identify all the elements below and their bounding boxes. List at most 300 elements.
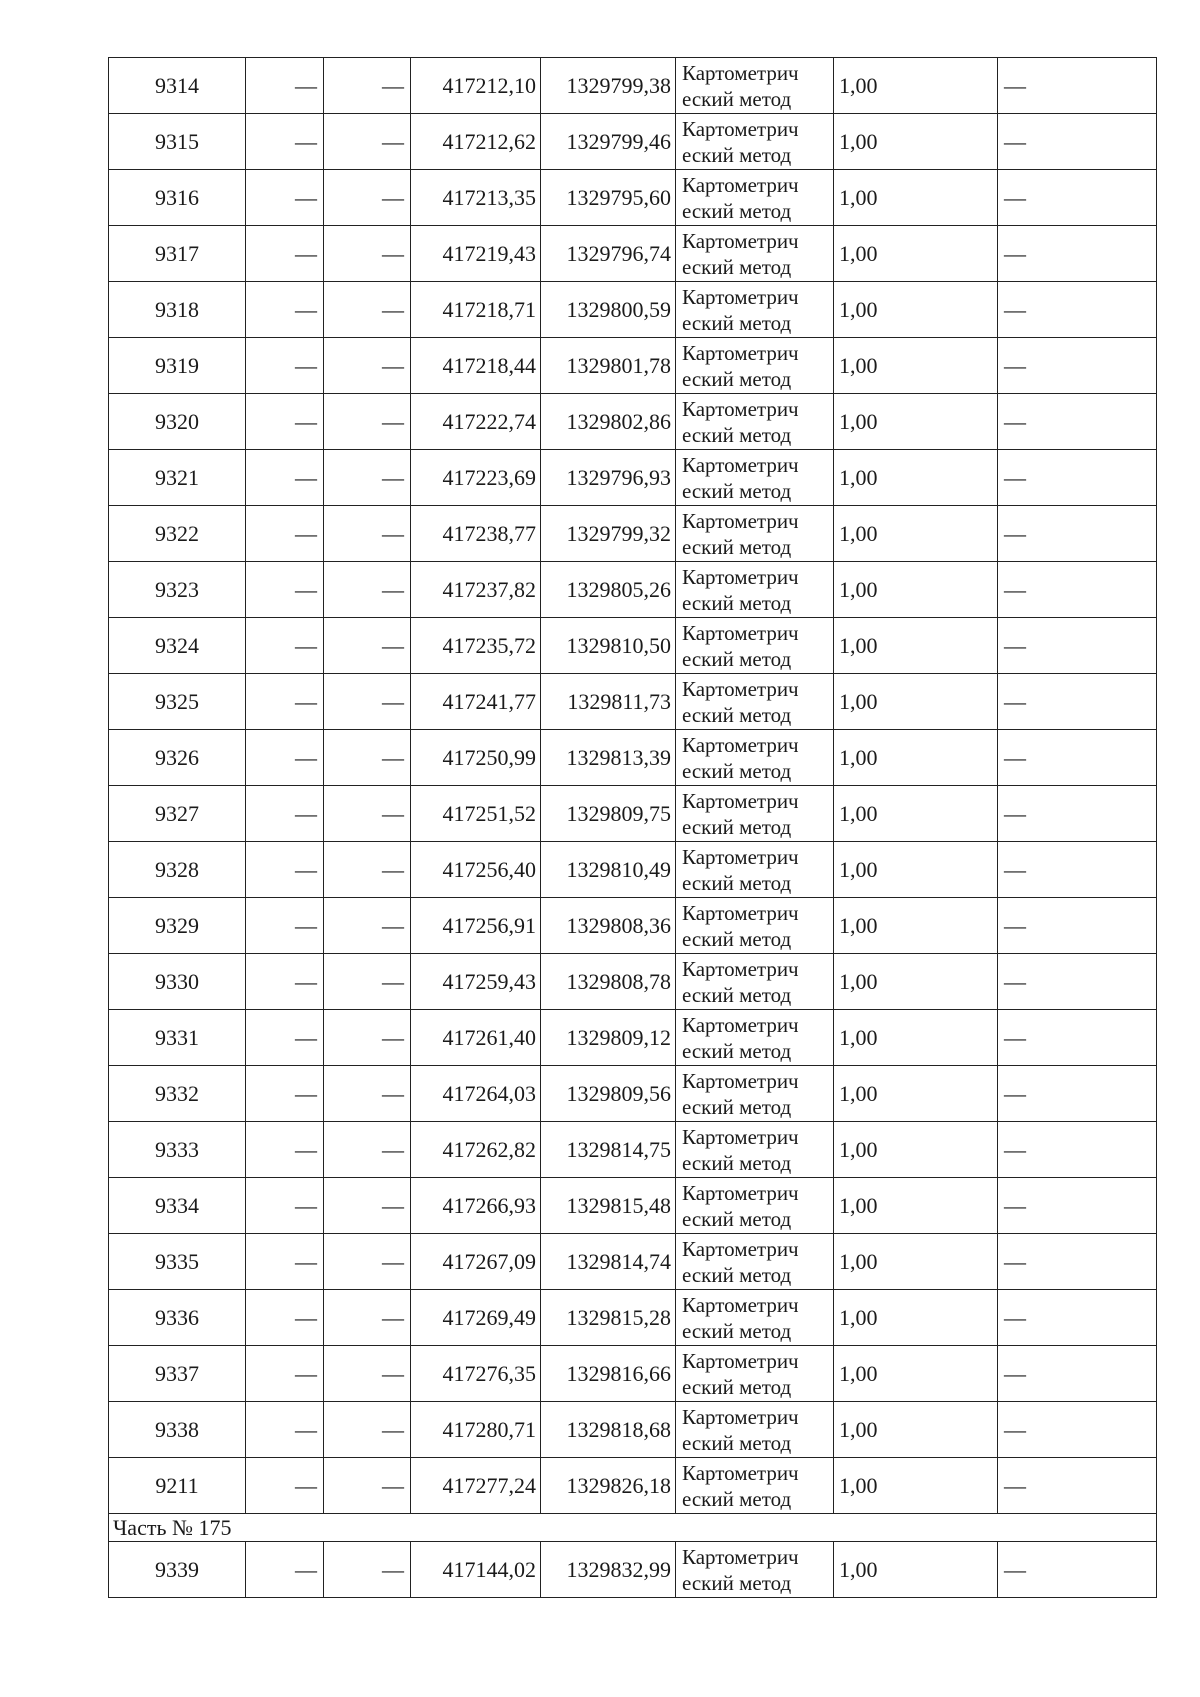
- table-row: [109, 954, 1157, 1010]
- y-coordinate-cell: 1329810,49: [541, 842, 676, 898]
- coordinates-table-body: [109, 58, 1157, 1598]
- accuracy-cell: 1,00: [834, 226, 998, 282]
- x-coordinate-cell: 417269,49: [411, 1290, 541, 1346]
- x-coordinate-cell: 417256,40: [411, 842, 541, 898]
- description-cell: —: [998, 730, 1157, 786]
- y-coordinate-cell: 1329809,75: [541, 786, 676, 842]
- method-cell: [676, 1178, 834, 1234]
- table-row: [109, 1542, 1157, 1598]
- point-number-cell: 9321: [109, 450, 246, 506]
- table-row: [109, 58, 1157, 114]
- method-line-2: еский метод: [682, 758, 792, 783]
- accuracy-cell: 1,00: [834, 1234, 998, 1290]
- empty-dash-cell: —: [246, 674, 324, 730]
- description-cell: —: [998, 1066, 1157, 1122]
- y-coordinate-cell: 1329795,60: [541, 170, 676, 226]
- method-line-1: Картометрич: [682, 1544, 799, 1569]
- point-number-cell: 9325: [109, 674, 246, 730]
- method-cell: [676, 450, 834, 506]
- method-cell: [676, 338, 834, 394]
- method-line-2: еский метод: [682, 366, 792, 391]
- x-coordinate-cell: 417222,74: [411, 394, 541, 450]
- empty-dash-cell: —: [324, 898, 411, 954]
- method-line-1: Картометрич: [682, 564, 799, 589]
- point-number-cell: 9337: [109, 1346, 246, 1402]
- table-row: [109, 114, 1157, 170]
- description-cell: —: [998, 842, 1157, 898]
- method-line-1: Картометрич: [682, 620, 799, 645]
- empty-dash-cell: —: [246, 1402, 324, 1458]
- accuracy-cell: 1,00: [834, 506, 998, 562]
- description-cell: —: [998, 282, 1157, 338]
- method-line-1: Картометрич: [682, 228, 799, 253]
- description-cell: —: [998, 954, 1157, 1010]
- description-cell: —: [998, 618, 1157, 674]
- accuracy-cell: 1,00: [834, 450, 998, 506]
- empty-dash-cell: —: [246, 170, 324, 226]
- empty-dash-cell: —: [246, 1346, 324, 1402]
- accuracy-cell: 1,00: [834, 394, 998, 450]
- method-cell: [676, 1234, 834, 1290]
- empty-dash-cell: —: [324, 1122, 411, 1178]
- method-line-2: еский метод: [682, 702, 792, 727]
- method-cell: [676, 842, 834, 898]
- accuracy-cell: 1,00: [834, 562, 998, 618]
- y-coordinate-cell: 1329814,75: [541, 1122, 676, 1178]
- x-coordinate-cell: 417223,69: [411, 450, 541, 506]
- empty-dash-cell: —: [324, 1290, 411, 1346]
- description-cell: —: [998, 1402, 1157, 1458]
- x-coordinate-cell: 417235,72: [411, 618, 541, 674]
- method-line-1: Картометрич: [682, 732, 799, 757]
- empty-dash-cell: —: [324, 1010, 411, 1066]
- table-row: [109, 506, 1157, 562]
- point-number-cell: 9327: [109, 786, 246, 842]
- y-coordinate-cell: 1329832,99: [541, 1542, 676, 1598]
- method-cell: [676, 114, 834, 170]
- method-line-2: еский метод: [682, 1262, 792, 1287]
- accuracy-cell: 1,00: [834, 1402, 998, 1458]
- method-cell: [676, 170, 834, 226]
- empty-dash-cell: —: [246, 1122, 324, 1178]
- y-coordinate-cell: 1329796,93: [541, 450, 676, 506]
- method-line-2: еский метод: [682, 478, 792, 503]
- y-coordinate-cell: 1329799,32: [541, 506, 676, 562]
- method-cell: [676, 674, 834, 730]
- method-cell: [676, 898, 834, 954]
- section-row: [109, 1514, 1157, 1542]
- accuracy-cell: 1,00: [834, 730, 998, 786]
- x-coordinate-cell: 417264,03: [411, 1066, 541, 1122]
- point-number-cell: 9338: [109, 1402, 246, 1458]
- method-cell: [676, 1542, 834, 1598]
- point-number-cell: 9316: [109, 170, 246, 226]
- method-line-2: еский метод: [682, 1094, 792, 1119]
- y-coordinate-cell: 1329800,59: [541, 282, 676, 338]
- y-coordinate-cell: 1329799,46: [541, 114, 676, 170]
- description-cell: —: [998, 674, 1157, 730]
- empty-dash-cell: —: [324, 226, 411, 282]
- empty-dash-cell: —: [324, 730, 411, 786]
- y-coordinate-cell: 1329796,74: [541, 226, 676, 282]
- point-number-cell: 9332: [109, 1066, 246, 1122]
- method-line-1: Картометрич: [682, 956, 799, 981]
- method-line-2: еский метод: [682, 926, 792, 951]
- method-line-2: еский метод: [682, 1374, 792, 1399]
- method-cell: [676, 1402, 834, 1458]
- point-number-cell: 9320: [109, 394, 246, 450]
- method-line-2: еский метод: [682, 310, 792, 335]
- method-line-2: еский метод: [682, 1570, 792, 1595]
- point-number-cell: 9318: [109, 282, 246, 338]
- x-coordinate-cell: 417251,52: [411, 786, 541, 842]
- point-number-cell: 9314: [109, 58, 246, 114]
- table-row: [109, 1290, 1157, 1346]
- table-row: [109, 674, 1157, 730]
- x-coordinate-cell: 417276,35: [411, 1346, 541, 1402]
- y-coordinate-cell: 1329816,66: [541, 1346, 676, 1402]
- accuracy-cell: 1,00: [834, 898, 998, 954]
- empty-dash-cell: —: [246, 1458, 324, 1514]
- table-row: [109, 450, 1157, 506]
- point-number-cell: 9334: [109, 1178, 246, 1234]
- point-number-cell: 9323: [109, 562, 246, 618]
- y-coordinate-cell: 1329815,48: [541, 1178, 676, 1234]
- accuracy-cell: 1,00: [834, 1542, 998, 1598]
- description-cell: —: [998, 898, 1157, 954]
- method-cell: [676, 1066, 834, 1122]
- method-line-2: еский метод: [682, 534, 792, 559]
- method-line-2: еский метод: [682, 646, 792, 671]
- method-line-2: еский метод: [682, 1486, 792, 1511]
- table-row: [109, 226, 1157, 282]
- method-line-1: Картометрич: [682, 1348, 799, 1373]
- point-number-cell: 9339: [109, 1542, 246, 1598]
- x-coordinate-cell: 417241,77: [411, 674, 541, 730]
- empty-dash-cell: —: [324, 114, 411, 170]
- method-cell: [676, 730, 834, 786]
- empty-dash-cell: —: [246, 954, 324, 1010]
- description-cell: —: [998, 506, 1157, 562]
- empty-dash-cell: —: [246, 282, 324, 338]
- table-row: [109, 618, 1157, 674]
- y-coordinate-cell: 1329814,74: [541, 1234, 676, 1290]
- accuracy-cell: 1,00: [834, 282, 998, 338]
- y-coordinate-cell: 1329818,68: [541, 1402, 676, 1458]
- method-line-2: еский метод: [682, 1038, 792, 1063]
- table-row: [109, 842, 1157, 898]
- description-cell: —: [998, 170, 1157, 226]
- point-number-cell: 9324: [109, 618, 246, 674]
- table-row: [109, 1178, 1157, 1234]
- accuracy-cell: 1,00: [834, 1290, 998, 1346]
- x-coordinate-cell: 417212,10: [411, 58, 541, 114]
- x-coordinate-cell: 417237,82: [411, 562, 541, 618]
- table-row: [109, 562, 1157, 618]
- description-cell: —: [998, 1010, 1157, 1066]
- x-coordinate-cell: 417218,44: [411, 338, 541, 394]
- y-coordinate-cell: 1329809,56: [541, 1066, 676, 1122]
- method-line-2: еский метод: [682, 198, 792, 223]
- description-cell: —: [998, 1346, 1157, 1402]
- table-row: [109, 338, 1157, 394]
- method-cell: [676, 226, 834, 282]
- method-line-1: Картометрич: [682, 116, 799, 141]
- table-row: [109, 786, 1157, 842]
- point-number-cell: 9329: [109, 898, 246, 954]
- description-cell: —: [998, 450, 1157, 506]
- x-coordinate-cell: 417256,91: [411, 898, 541, 954]
- empty-dash-cell: —: [246, 450, 324, 506]
- point-number-cell: 9328: [109, 842, 246, 898]
- method-line-1: Картометрич: [682, 1460, 799, 1485]
- method-line-1: Картометрич: [682, 900, 799, 925]
- accuracy-cell: 1,00: [834, 1010, 998, 1066]
- description-cell: —: [998, 1178, 1157, 1234]
- empty-dash-cell: —: [324, 170, 411, 226]
- description-cell: —: [998, 114, 1157, 170]
- accuracy-cell: 1,00: [834, 786, 998, 842]
- empty-dash-cell: —: [246, 898, 324, 954]
- accuracy-cell: 1,00: [834, 954, 998, 1010]
- table-row: [109, 1234, 1157, 1290]
- point-number-cell: 9333: [109, 1122, 246, 1178]
- empty-dash-cell: —: [324, 674, 411, 730]
- point-number-cell: 9211: [109, 1458, 246, 1514]
- empty-dash-cell: —: [324, 842, 411, 898]
- y-coordinate-cell: 1329810,50: [541, 618, 676, 674]
- accuracy-cell: 1,00: [834, 170, 998, 226]
- table-row: [109, 394, 1157, 450]
- empty-dash-cell: —: [246, 1234, 324, 1290]
- empty-dash-cell: —: [324, 786, 411, 842]
- empty-dash-cell: —: [246, 1178, 324, 1234]
- coordinates-table-container: [108, 57, 1156, 1598]
- x-coordinate-cell: 417212,62: [411, 114, 541, 170]
- y-coordinate-cell: 1329805,26: [541, 562, 676, 618]
- x-coordinate-cell: 417250,99: [411, 730, 541, 786]
- method-cell: [676, 954, 834, 1010]
- x-coordinate-cell: 417238,77: [411, 506, 541, 562]
- empty-dash-cell: —: [324, 1402, 411, 1458]
- description-cell: —: [998, 226, 1157, 282]
- description-cell: —: [998, 1122, 1157, 1178]
- description-cell: —: [998, 562, 1157, 618]
- method-line-2: еский метод: [682, 1150, 792, 1175]
- description-cell: —: [998, 786, 1157, 842]
- method-cell: [676, 1290, 834, 1346]
- point-number-cell: 9326: [109, 730, 246, 786]
- description-cell: —: [998, 1458, 1157, 1514]
- empty-dash-cell: —: [324, 506, 411, 562]
- method-cell: [676, 618, 834, 674]
- method-line-2: еский метод: [682, 1318, 792, 1343]
- method-line-2: еский метод: [682, 254, 792, 279]
- method-cell: [676, 1346, 834, 1402]
- point-number-cell: 9331: [109, 1010, 246, 1066]
- method-cell: [676, 1122, 834, 1178]
- empty-dash-cell: —: [246, 1066, 324, 1122]
- table-row: [109, 730, 1157, 786]
- method-line-1: Картометрич: [682, 1236, 799, 1261]
- empty-dash-cell: —: [324, 1346, 411, 1402]
- x-coordinate-cell: 417267,09: [411, 1234, 541, 1290]
- point-number-cell: 9317: [109, 226, 246, 282]
- method-line-2: еский метод: [682, 982, 792, 1007]
- accuracy-cell: 1,00: [834, 1178, 998, 1234]
- accuracy-cell: 1,00: [834, 842, 998, 898]
- method-line-2: еский метод: [682, 590, 792, 615]
- x-coordinate-cell: 417266,93: [411, 1178, 541, 1234]
- method-cell: [676, 1458, 834, 1514]
- table-row: [109, 898, 1157, 954]
- table-row: [109, 1402, 1157, 1458]
- method-line-1: Картометрич: [682, 284, 799, 309]
- description-cell: —: [998, 1542, 1157, 1598]
- x-coordinate-cell: 417280,71: [411, 1402, 541, 1458]
- method-line-1: Картометрич: [682, 1068, 799, 1093]
- empty-dash-cell: —: [246, 562, 324, 618]
- empty-dash-cell: —: [246, 618, 324, 674]
- empty-dash-cell: —: [246, 1542, 324, 1598]
- y-coordinate-cell: 1329815,28: [541, 1290, 676, 1346]
- empty-dash-cell: —: [246, 506, 324, 562]
- empty-dash-cell: —: [324, 450, 411, 506]
- y-coordinate-cell: 1329801,78: [541, 338, 676, 394]
- empty-dash-cell: —: [246, 730, 324, 786]
- method-line-2: еский метод: [682, 814, 792, 839]
- empty-dash-cell: —: [324, 338, 411, 394]
- table-row: [109, 1066, 1157, 1122]
- table-row: [109, 1346, 1157, 1402]
- method-line-2: еский метод: [682, 142, 792, 167]
- empty-dash-cell: —: [324, 394, 411, 450]
- y-coordinate-cell: 1329811,73: [541, 674, 676, 730]
- x-coordinate-cell: 417259,43: [411, 954, 541, 1010]
- accuracy-cell: 1,00: [834, 1122, 998, 1178]
- empty-dash-cell: —: [324, 1178, 411, 1234]
- x-coordinate-cell: 417219,43: [411, 226, 541, 282]
- method-cell: [676, 562, 834, 618]
- method-line-2: еский метод: [682, 422, 792, 447]
- empty-dash-cell: —: [324, 282, 411, 338]
- accuracy-cell: 1,00: [834, 58, 998, 114]
- method-line-1: Картометрич: [682, 788, 799, 813]
- method-line-1: Картометрич: [682, 452, 799, 477]
- accuracy-cell: 1,00: [834, 618, 998, 674]
- accuracy-cell: 1,00: [834, 674, 998, 730]
- point-number-cell: 9315: [109, 114, 246, 170]
- y-coordinate-cell: 1329802,86: [541, 394, 676, 450]
- table-row: [109, 282, 1157, 338]
- empty-dash-cell: —: [324, 562, 411, 618]
- method-line-1: Картометрич: [682, 508, 799, 533]
- method-line-2: еский метод: [682, 1206, 792, 1231]
- coordinates-table: [108, 57, 1157, 1598]
- point-number-cell: 9319: [109, 338, 246, 394]
- method-line-1: Картометрич: [682, 1404, 799, 1429]
- x-coordinate-cell: 417261,40: [411, 1010, 541, 1066]
- description-cell: —: [998, 394, 1157, 450]
- empty-dash-cell: —: [246, 394, 324, 450]
- point-number-cell: 9335: [109, 1234, 246, 1290]
- method-line-1: Картометрич: [682, 396, 799, 421]
- method-line-1: Картометрич: [682, 340, 799, 365]
- y-coordinate-cell: 1329808,36: [541, 898, 676, 954]
- empty-dash-cell: —: [324, 618, 411, 674]
- description-cell: —: [998, 338, 1157, 394]
- method-line-2: еский метод: [682, 1430, 792, 1455]
- empty-dash-cell: —: [324, 1066, 411, 1122]
- point-number-cell: 9330: [109, 954, 246, 1010]
- method-line-1: Картометрич: [682, 1292, 799, 1317]
- y-coordinate-cell: 1329808,78: [541, 954, 676, 1010]
- table-row: [109, 1122, 1157, 1178]
- empty-dash-cell: —: [324, 1542, 411, 1598]
- empty-dash-cell: —: [246, 338, 324, 394]
- y-coordinate-cell: 1329799,38: [541, 58, 676, 114]
- method-cell: [676, 58, 834, 114]
- x-coordinate-cell: 417277,24: [411, 1458, 541, 1514]
- empty-dash-cell: —: [324, 954, 411, 1010]
- empty-dash-cell: —: [246, 114, 324, 170]
- method-line-2: еский метод: [682, 86, 792, 111]
- method-line-1: Картометрич: [682, 844, 799, 869]
- table-row: [109, 170, 1157, 226]
- x-coordinate-cell: 417144,02: [411, 1542, 541, 1598]
- empty-dash-cell: —: [246, 786, 324, 842]
- empty-dash-cell: —: [246, 226, 324, 282]
- empty-dash-cell: —: [246, 1290, 324, 1346]
- x-coordinate-cell: 417218,71: [411, 282, 541, 338]
- description-cell: —: [998, 1290, 1157, 1346]
- table-row: [109, 1010, 1157, 1066]
- accuracy-cell: 1,00: [834, 1458, 998, 1514]
- empty-dash-cell: —: [246, 1010, 324, 1066]
- method-cell: [676, 394, 834, 450]
- method-line-1: Картометрич: [682, 1124, 799, 1149]
- point-number-cell: 9336: [109, 1290, 246, 1346]
- method-cell: [676, 786, 834, 842]
- empty-dash-cell: —: [324, 1234, 411, 1290]
- method-cell: [676, 282, 834, 338]
- method-line-1: Картометрич: [682, 60, 799, 85]
- method-line-1: Картометрич: [682, 676, 799, 701]
- y-coordinate-cell: 1329813,39: [541, 730, 676, 786]
- accuracy-cell: 1,00: [834, 114, 998, 170]
- accuracy-cell: 1,00: [834, 1346, 998, 1402]
- description-cell: —: [998, 1234, 1157, 1290]
- description-cell: —: [998, 58, 1157, 114]
- empty-dash-cell: —: [246, 58, 324, 114]
- x-coordinate-cell: 417262,82: [411, 1122, 541, 1178]
- empty-dash-cell: —: [246, 842, 324, 898]
- method-line-1: Картометрич: [682, 1012, 799, 1037]
- accuracy-cell: 1,00: [834, 338, 998, 394]
- y-coordinate-cell: 1329809,12: [541, 1010, 676, 1066]
- empty-dash-cell: —: [324, 1458, 411, 1514]
- y-coordinate-cell: 1329826,18: [541, 1458, 676, 1514]
- point-number-cell: 9322: [109, 506, 246, 562]
- method-cell: [676, 1010, 834, 1066]
- method-cell: [676, 506, 834, 562]
- empty-dash-cell: —: [324, 58, 411, 114]
- table-row: [109, 1458, 1157, 1514]
- method-line-2: еский метод: [682, 870, 792, 895]
- method-line-1: Картометрич: [682, 172, 799, 197]
- x-coordinate-cell: 417213,35: [411, 170, 541, 226]
- section-label: Часть № 175: [109, 1514, 1157, 1542]
